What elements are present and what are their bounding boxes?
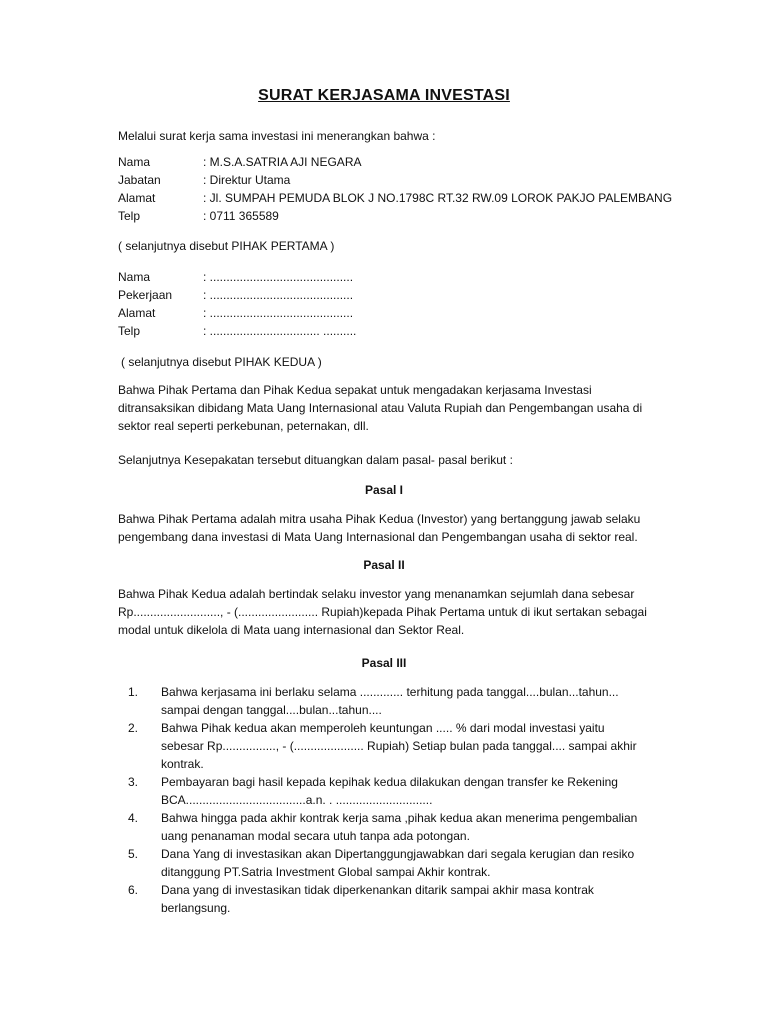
field-label: Jabatan: [118, 173, 161, 187]
field-row: [118, 304, 356, 322]
list-text: Dana yang di investasikan tidak diperkenankan ditarik sampai akhir masa kontrak berlangsung.: [161, 883, 594, 915]
field-label: Alamat: [118, 306, 156, 320]
list-item: [128, 845, 648, 881]
list-number: 3.: [128, 775, 139, 789]
field-value: : ...........................................: [203, 270, 354, 284]
field-label: Pekerjaan: [118, 288, 173, 302]
list-text: Bahwa Pihak kedua akan memperoleh keuntungan ..... % dari modal investasi yaitu sebesar Rp................, - (..................... Rupiah) Setiap bulan pada tanggal.... sampai akhir kontrak.: [161, 721, 637, 771]
field-value: : 0711 365589: [203, 209, 279, 223]
list-item: [128, 773, 648, 809]
list-text: Bahwa kerjasama ini berlaku selama ............. terhitung pada tanggal....bulan...tahun... sampai dengan tanggal....bulan...tahun....: [161, 685, 619, 717]
field-value: : ...........................................: [203, 306, 354, 320]
field-label: Alamat: [118, 191, 156, 205]
field-label: Telp: [118, 209, 141, 223]
field-row: [118, 189, 672, 207]
body-paragraph: Bahwa Pihak Pertama dan Pihak Kedua sepakat untuk mengadakan kerjasama Investasi ditransaksikan dibidang Mata Uang Internasional atau Valuta Rupiah dan Pengembangan usaha di sektor real seperti perkebunan, peternakan, dll.: [118, 383, 643, 433]
list-number: 2.: [128, 721, 139, 735]
field-row: [118, 153, 672, 171]
body-paragraph: Selanjutnya Kesepakatan tersebut dituangkan dalam pasal- pasal berikut :: [118, 453, 513, 467]
pasal-heading: Pasal II: [363, 558, 405, 572]
list-text: Pembayaran bagi hasil kepada kepihak kedua dilakukan dengan transfer ke Rekening BCA....................................a.n. . .............................: [161, 775, 618, 807]
field-value: : Jl. SUMPAH PEMUDA BLOK J NO.1798C RT.32 RW.09 LOROK PAKJO PALEMBANG: [203, 191, 673, 205]
list-item: [128, 809, 648, 845]
intro-text: Melalui surat kerja sama investasi ini menerangkan bahwa :: [118, 129, 436, 143]
field-label: Nama: [118, 155, 151, 169]
field-value: : Direktur Utama: [203, 173, 291, 187]
list-text: Bahwa hingga pada akhir kontrak kerja sama ,pihak kedua akan menerima pengembalian uang penanaman modal secara utuh tanpa ada potongan.: [161, 811, 638, 843]
pasal-heading: Pasal I: [364, 483, 404, 497]
field-label: Nama: [118, 270, 151, 284]
list-item: [128, 683, 648, 719]
field-value: : M.S.A.SATRIA AJI NEGARA: [203, 155, 362, 169]
pasal-text: Bahwa Pihak Pertama adalah mitra usaha Pihak Kedua (Investor) yang bertanggung jawab selaku pengembang dana investasi di Mata Uang Internasional dan Pengembangan usaha di sektor real.: [118, 512, 641, 544]
note-pihak-kedua: ( selanjutnya disebut PIHAK KEDUA ): [121, 355, 322, 369]
pihak-kedua-fields: [118, 268, 356, 340]
field-row: [118, 286, 356, 304]
field-label: Telp: [118, 324, 141, 338]
pihak-pertama-fields: [118, 153, 672, 225]
field-row: [118, 322, 356, 340]
field-value: : ................................. ..........: [203, 324, 357, 338]
list-number: 5.: [128, 847, 139, 861]
field-row: [118, 268, 356, 286]
note-pihak-pertama: ( selanjutnya disebut PIHAK PERTAMA ): [118, 239, 335, 253]
field-row: [118, 171, 672, 189]
field-row: [118, 207, 672, 225]
pasal-list: [128, 683, 648, 917]
list-item: [128, 881, 648, 917]
list-number: 4.: [128, 811, 139, 825]
list-item: [128, 719, 648, 773]
pasal-heading: Pasal III: [361, 656, 407, 670]
field-value: : ...........................................: [203, 288, 354, 302]
document-title: SURAT KERJASAMA INVESTASI: [258, 87, 510, 104]
list-number: 1.: [128, 685, 139, 699]
list-number: 6.: [128, 883, 139, 897]
list-text: Dana Yang di investasikan akan Dipertanggungjawabkan dari segala kerugian dan resiko ditanggung PT.Satria Investment Global sampai Akhir kontrak.: [161, 847, 635, 879]
pasal-text: Bahwa Pihak Kedua adalah bertindak selaku investor yang menanamkan sejumlah dana sebesar Rp.........................., - (........................ Rupiah)kepada Pihak Pertama untuk di ikut sertakan sebagai modal untuk dikelola di Mata uang internasional dan Sektor Real.: [118, 587, 647, 637]
